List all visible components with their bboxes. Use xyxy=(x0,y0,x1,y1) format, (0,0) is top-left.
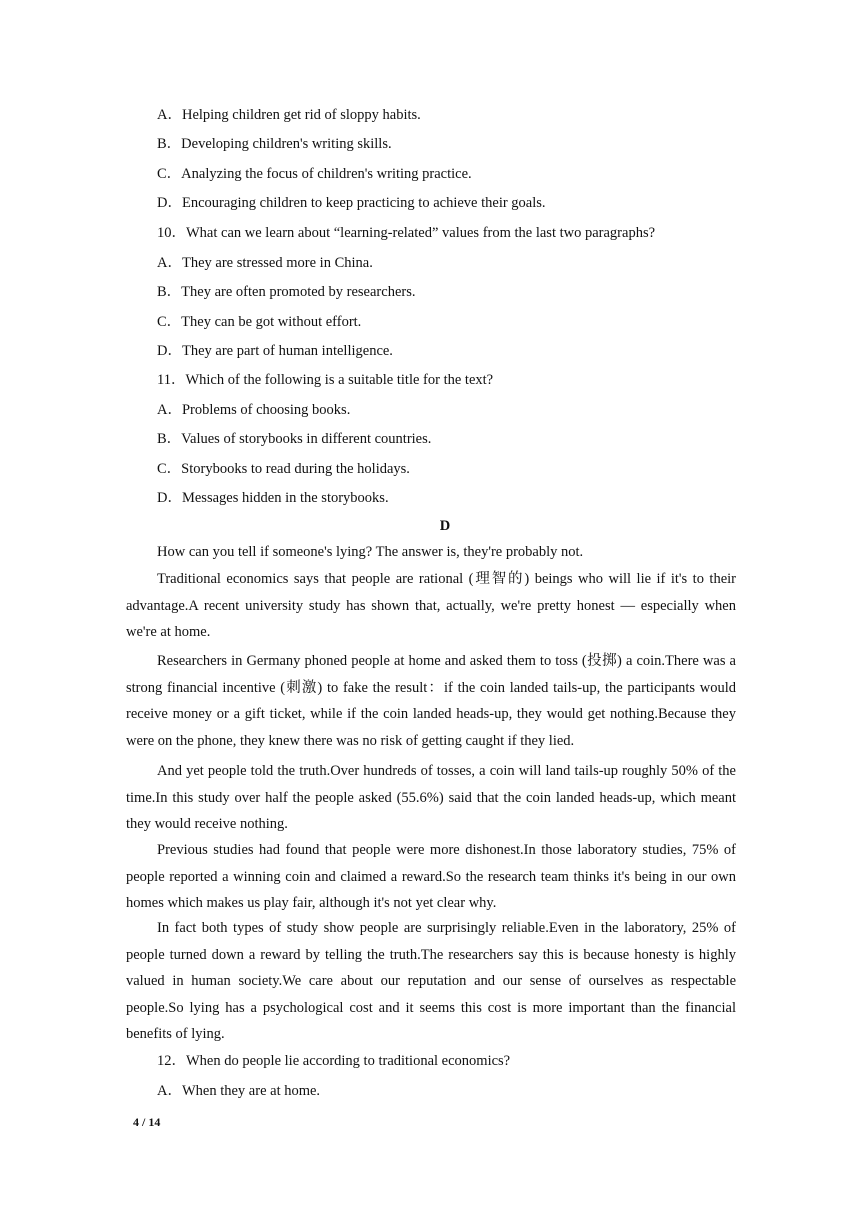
passage-paragraph-4: And yet people told the truth.Over hundreds of tosses, a coin will land tails-up roughly 50% of the time.In this study over half the people asked (55.6%) said that the coin landed heads-up, which meant they would receive nothing. xyxy=(126,763,736,832)
q10-option-c: C．They can be got without effort. xyxy=(157,314,362,330)
q10-option-d: D．They are part of human intelligence. xyxy=(157,343,393,359)
passage-paragraph-5: Previous studies had found that people were more dishonest.In those laboratory studies, 75% of people reported a winning coin and claimed a reward.So the research team thinks it's being in our own homes which makes us play fair, although it's not yet clear why. xyxy=(126,842,736,911)
q9-option-b: B．Developing children's writing skills. xyxy=(157,136,392,152)
q10-option-a: A．They are stressed more in China. xyxy=(157,255,373,271)
q9-option-d: D．Encouraging children to keep practicing to achieve their goals. xyxy=(157,195,546,211)
passage-paragraph-3: Researchers in Germany phoned people at home and asked them to toss (投掷) a coin.There was a strong financial incentive (刺激) to fake the result：if the coin landed tails-up, the participants would receive money or a gift ticket, while if the coin landed heads-up, they would get nothing.Because they were on the phone, they knew there was no risk of getting caught if they lied. xyxy=(126,653,736,749)
section-heading: D xyxy=(439,518,451,534)
q10-option-b: B．They are often promoted by researchers. xyxy=(157,284,416,300)
passage-paragraph-2: Traditional economics says that people are rational (理智的) beings who will lie if it's to their advantage.A recent university study has shown that, actually, we're pretty honest — especially when we're at home. xyxy=(126,571,736,640)
q9-option-a: A．Helping children get rid of sloppy habits. xyxy=(157,107,421,123)
q11-option-a: A．Problems of choosing books. xyxy=(157,402,351,418)
q11-option-c: C．Storybooks to read during the holidays. xyxy=(157,461,410,477)
page-number: 4 / 14 xyxy=(133,1115,161,1129)
question-10: 10．What can we learn about “learning-related” values from the last two paragraphs? xyxy=(157,225,656,241)
q11-option-b: B．Values of storybooks in different countries. xyxy=(157,431,432,447)
q11-option-d: D．Messages hidden in the storybooks. xyxy=(157,490,389,506)
question-12: 12．When do people lie according to traditional economics? xyxy=(157,1053,511,1069)
passage-paragraph-1: How can you tell if someone's lying? The answer is, they're probably not. xyxy=(157,544,584,560)
question-11: 11．Which of the following is a suitable title for the text? xyxy=(157,372,494,388)
q9-option-c: C．Analyzing the focus of children's writing practice. xyxy=(157,166,472,182)
q12-option-a: A．When they are at home. xyxy=(157,1083,321,1099)
passage-paragraph-6: In fact both types of study show people are surprisingly reliable.Even in the laboratory, 25% of people turned down a reward by telling the truth.The researchers say this is because honesty is highly valued in human society.We care about our reputation and our sense of ourselves as respectable people.So lying has a psychological cost and it seems this cost is more important than the financial benefits of lying. xyxy=(126,920,736,1042)
